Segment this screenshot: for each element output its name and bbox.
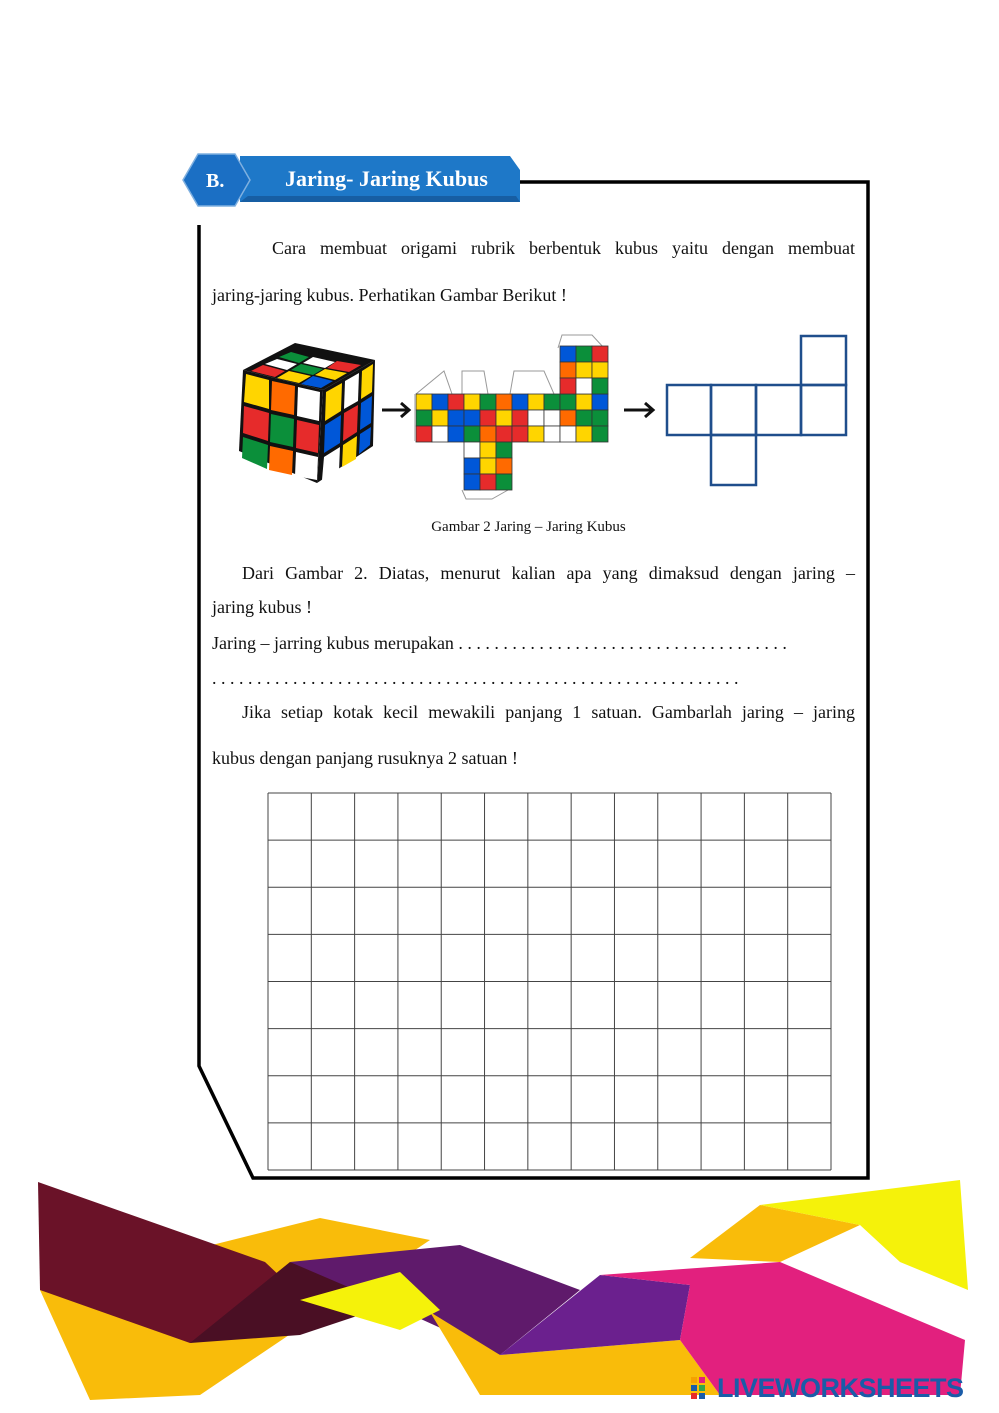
section-title: Jaring- Jaring Kubus — [285, 166, 488, 191]
question-1-line-1: Dari Gambar 2. Diatas, menurut kalian apa yang dimaksud dengan jaring – — [242, 563, 855, 583]
figure-caption: Gambar 2 Jaring – Jaring Kubus — [431, 519, 626, 535]
question-2-line-1: Jika setiap kotak kecil mewakili panjang 1 satuan. Gambarlah jaring – jaring — [242, 702, 855, 722]
section-letter: B. — [206, 170, 225, 192]
liveworksheets-logo-icon — [690, 1375, 714, 1401]
question-1-line-2: jaring kubus ! — [212, 597, 312, 617]
question-2-line-2: kubus dengan panjang rusuknya 2 satuan ! — [212, 748, 518, 768]
answer-line-2[interactable]: . . . . . . . . . . . . . . . . . . . . . . . . . . . . . . . . . . . . . . . . . . . . . . . . . . . . . . . . . . . — [212, 668, 739, 688]
intro-line-1: Cara membuat origami rubrik berbentuk kubus yaitu dengan membuat — [272, 238, 855, 258]
answer-line-1[interactable]: Jaring – jarring kubus merupakan . . . . . . . . . . . . . . . . . . . . . . . . . . . . . . . . . . . . . — [212, 633, 787, 653]
brand-name: LIVEWORKSHEETS — [717, 1372, 964, 1403]
liveworksheets-logo — [690, 1373, 964, 1403]
intro-line-2: jaring-jaring kubus. Perhatikan Gambar Berikut ! — [212, 285, 567, 305]
